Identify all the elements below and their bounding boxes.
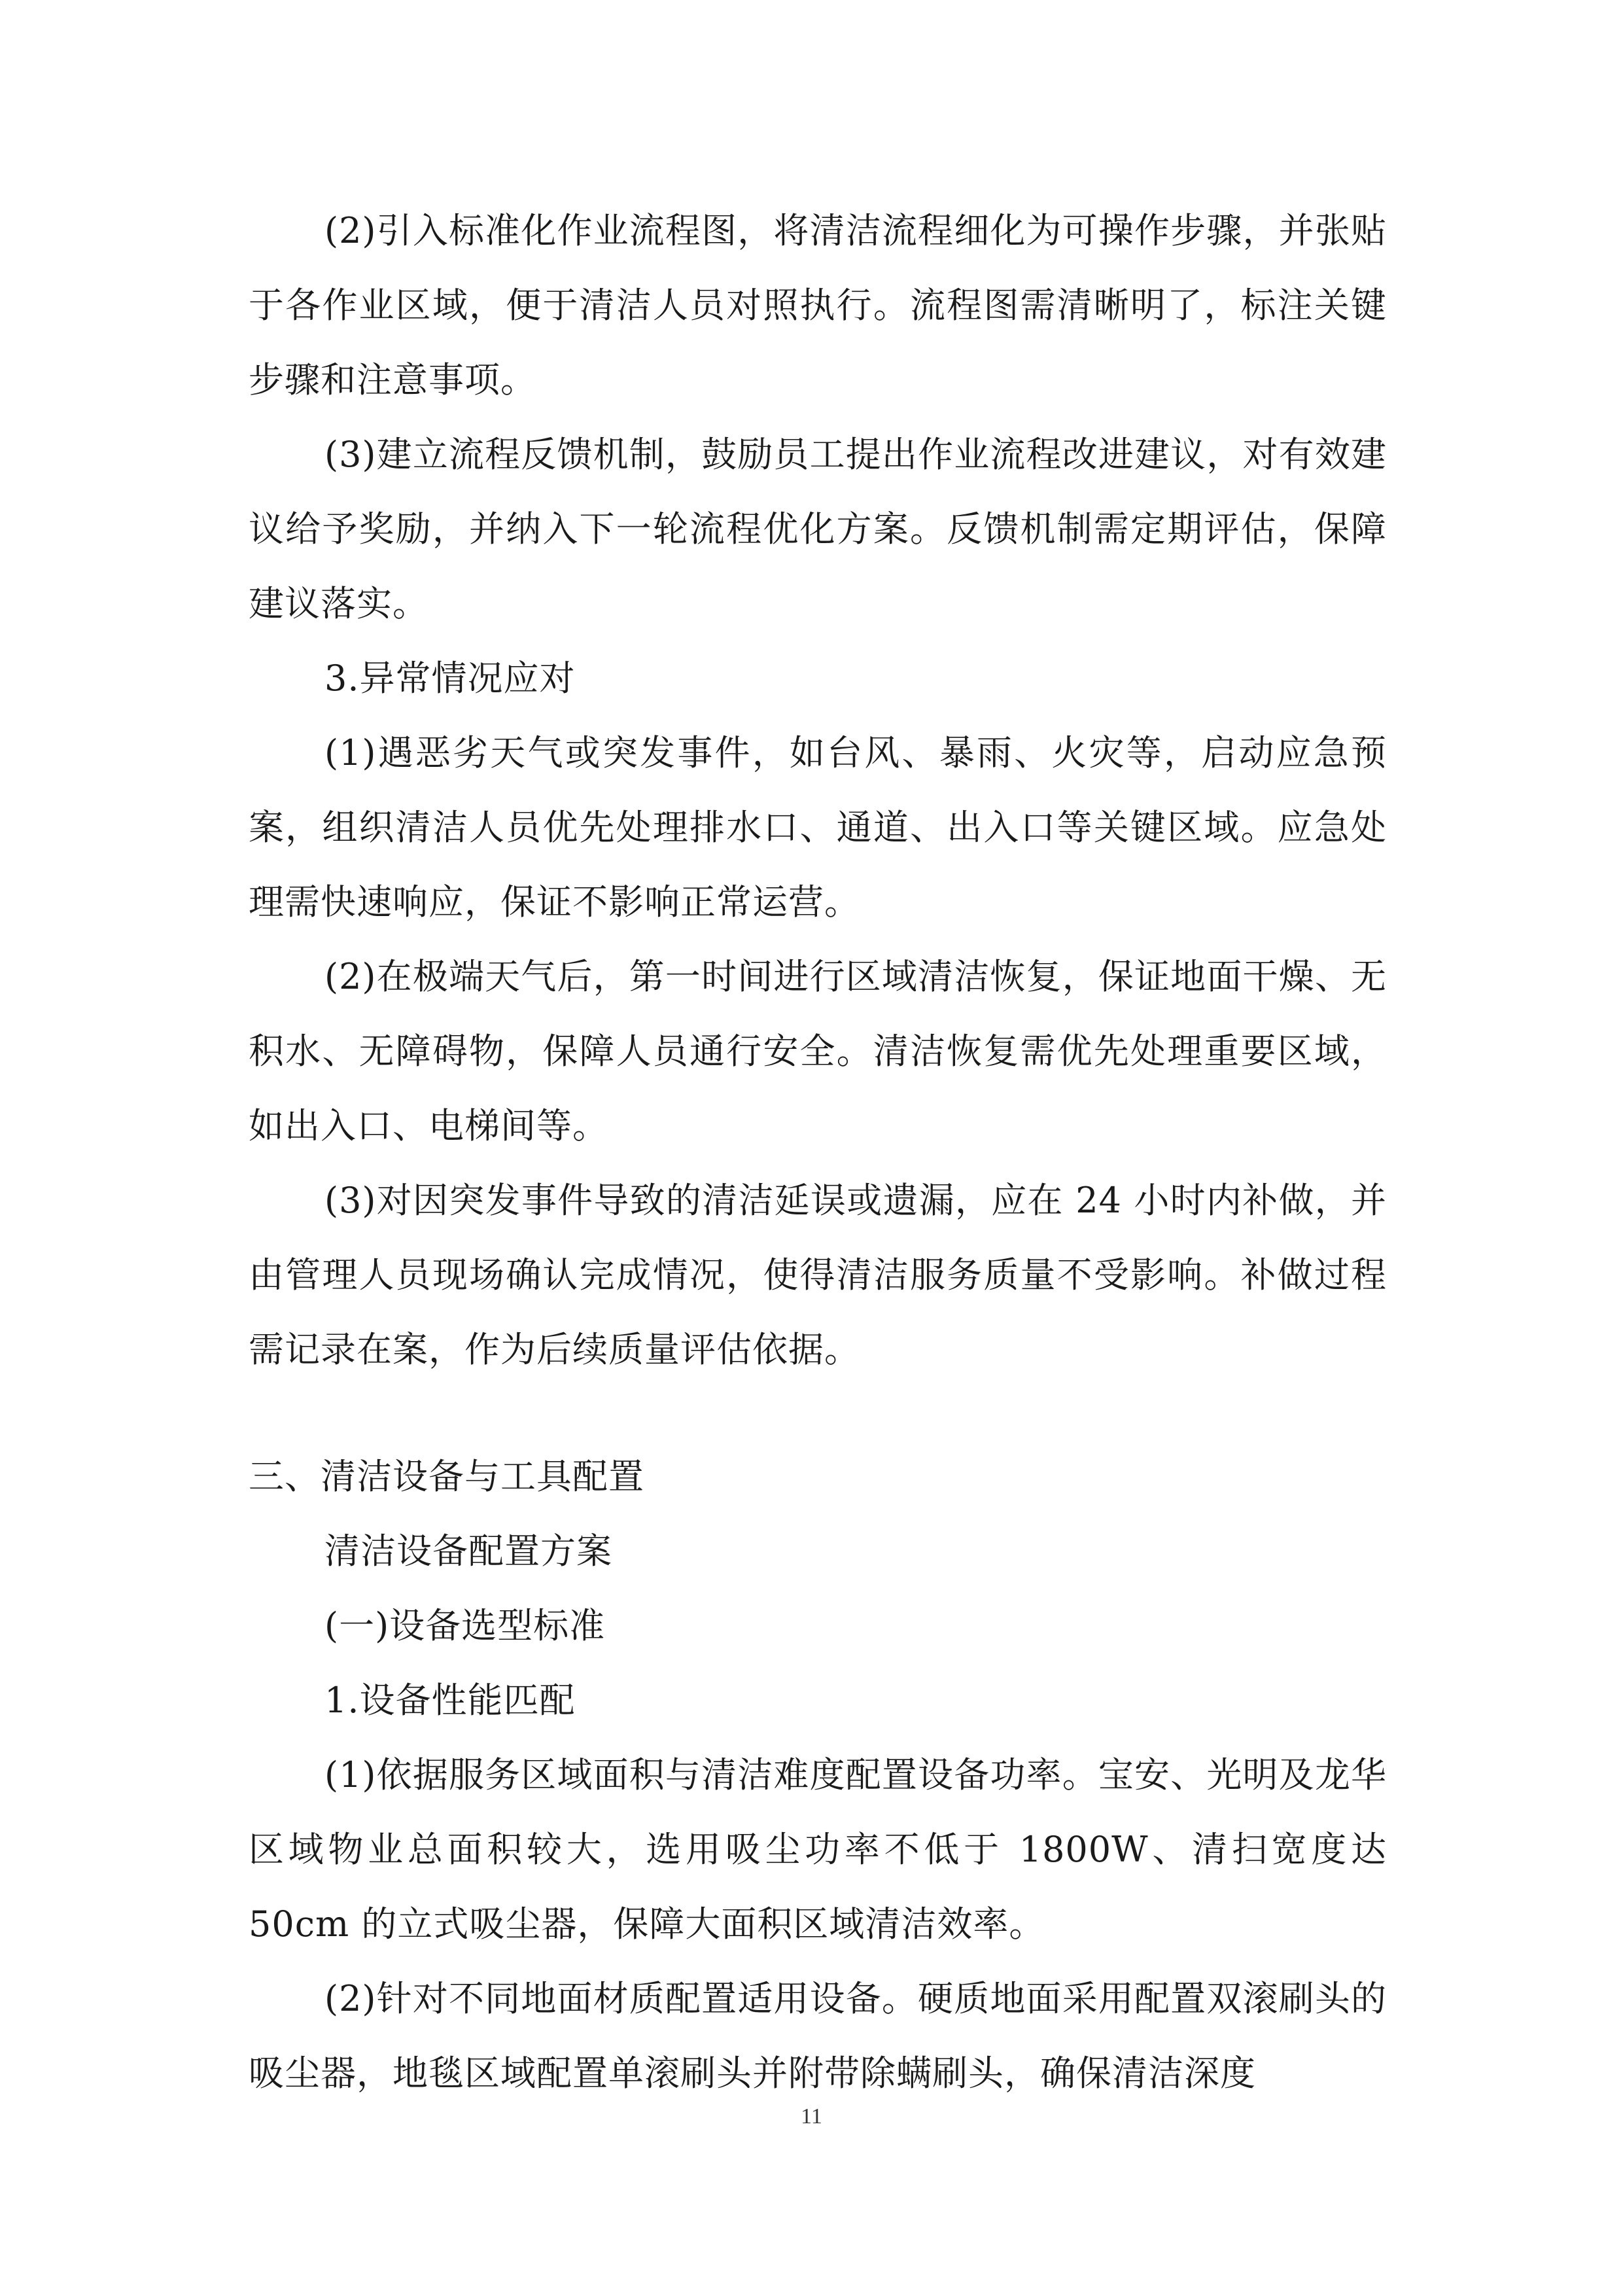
subheading-equipment-plan: 清洁设备配置方案 (324, 1530, 612, 1572)
paragraph-feedback: (3)建立流程反馈机制，鼓励员工提出作业流程改进建议，对有效建议给予奖励，并纳入下一轮流程优化方案。反馈机制需定期评估，保障建议落实。 (249, 434, 1387, 624)
section-gap (249, 1387, 1387, 1439)
paragraph-recovery: (2)在极端天气后，第一时间进行区域清洁恢复，保证地面干燥、无积水、无障碍物，保障人员通行安全。清洁恢复需优先处理重要区域，如出入口、电梯间等。 (249, 956, 1387, 1146)
subheading-selection-standard: (一)设备选型标准 (324, 1605, 606, 1646)
body-text (249, 194, 1387, 2111)
paragraph-power-config: (1)依据服务区域面积与清洁难度配置设备功率。宝安、光明及龙华区域物业总面积较大，选用吸尘功率不低于 1800W、清扫宽度达 50cm 的立式吸尘器，保障大面积区域清洁效率。 (249, 1754, 1387, 1945)
subheading-performance-match: 1.设备性能匹配 (324, 1680, 576, 1721)
subheading-exception-handling: 3.异常情况应对 (324, 658, 576, 699)
page-number: 11 (801, 2104, 822, 2128)
paragraph-floor-material: (2)针对不同地面材质配置适用设备。硬质地面采用配置双滚刷头的吸尘器，地毯区域配置单滚刷头并附带除螨刷头，确保清洁深度 (249, 1978, 1387, 2094)
paragraph-makeup-cleaning: (3)对因突发事件导致的清洁延误或遗漏，应在 24 小时内补做，并由管理人员现场确认完成情况，使得清洁服务质量不受影响。补做过程需记录在案，作为后续质量评估依据。 (249, 1180, 1387, 1370)
paragraph-flowchart: (2)引入标准化作业流程图，将清洁流程细化为可操作步骤，并张贴于各作业区域，便于清洁人员对照执行。流程图需清晰明了，标注关键步骤和注意事项。 (249, 210, 1387, 400)
section-heading: 三、清洁设备与工具配置 (249, 1456, 644, 1497)
paragraph-emergency: (1)遇恶劣天气或突发事件，如台风、暴雨、火灾等，启动应急预案，组织清洁人员优先处理排水口、通道、出入口等关键区域。应急处理需快速响应，保证不影响正常运营。 (249, 732, 1387, 923)
